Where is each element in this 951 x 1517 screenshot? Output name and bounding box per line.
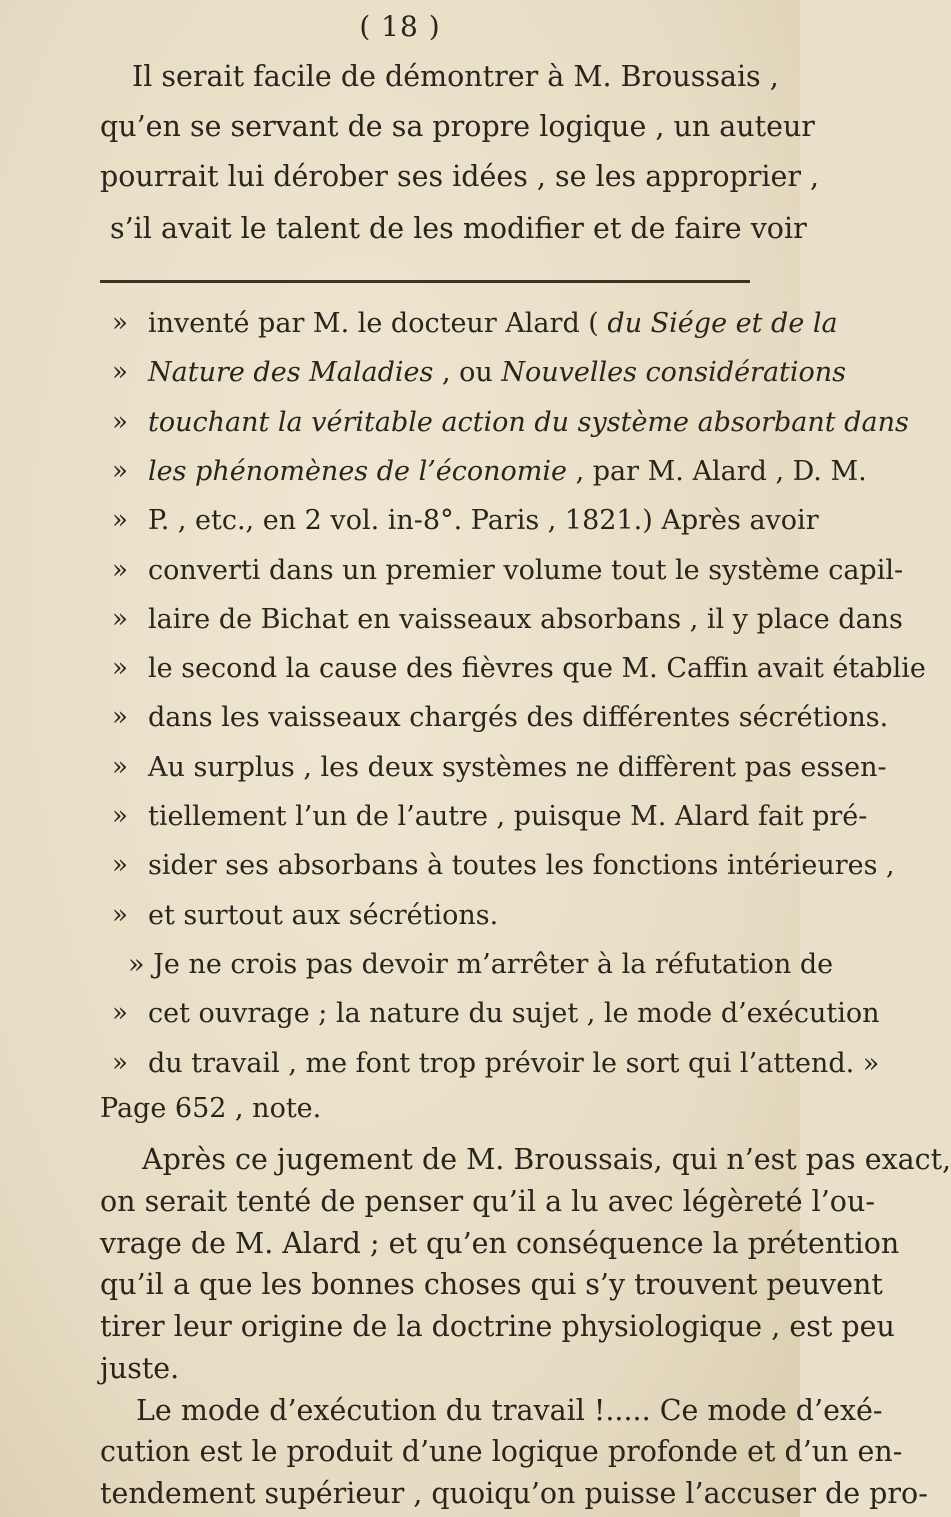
quote-text-run: laire de Bichat en vaisseaux absorbans , il y place dans: [148, 604, 903, 635]
intro-line-1: Il serait facile de démontrer à M. Broussais ,: [132, 60, 779, 93]
quote-mark: »: [112, 357, 128, 387]
quote-text-run: tiellement l’un de l’autre , puisque M. Alard fait pré-: [148, 801, 868, 832]
body-line-9: tendement supérieur , quoiqu’on puisse l’accuser de pro-: [100, 1477, 928, 1510]
quote-mark: »: [112, 308, 128, 338]
quote-text-run: le second la cause des fièvres que M. Caffin avait établie: [148, 653, 926, 684]
intro-line-3: pourrait lui dérober ses idées , se les approprier ,: [100, 160, 820, 193]
quote-text-run: , par M. Alard , D. M.: [567, 456, 867, 487]
quote-text-run: du travail , me font trop prévoir le sort qui l’attend. »: [148, 1048, 880, 1079]
quote-mark: »: [112, 752, 128, 782]
quote-line-5: [148, 505, 819, 536]
quote-text-run: cet ouvrage ; la nature du sujet , le mode d’exécution: [148, 998, 880, 1029]
quote-text-run: sider ses absorbans à toutes les fonctions intérieures ,: [148, 850, 895, 881]
intro-line-2: qu’en se servant de sa propre logique , un auteur: [100, 110, 815, 143]
quote-text-run: » Je ne crois pas devoir m’arrêter à la réfutation de: [128, 949, 834, 980]
quote-line-7: [148, 604, 903, 635]
quote-mark: »: [112, 604, 128, 634]
quote-line-8: [148, 653, 926, 684]
quote-mark: »: [112, 850, 128, 880]
quote-mark: »: [112, 801, 128, 831]
quote-line-4: [148, 456, 867, 487]
page-reference: Page 652 , note.: [100, 1093, 322, 1124]
quote-line-1: [148, 308, 838, 339]
quote-line-11: [148, 801, 867, 832]
quote-text-run: dans les vaisseaux chargés des différentes sécrétions.: [148, 702, 889, 733]
quote-text-run: Nature des Maladies: [148, 357, 434, 388]
quote-line-6: [148, 555, 903, 586]
quote-mark: »: [112, 1048, 128, 1078]
body-line-1: Après ce jugement de M. Broussais, qui n’est pas exact,: [142, 1143, 951, 1176]
quote-line-13: [148, 900, 498, 931]
quote-line-12: [148, 850, 895, 881]
quote-mark: »: [112, 900, 128, 930]
quote-text-run: inventé par M. le docteur Alard (: [148, 308, 608, 339]
quote-text-run: les phénomènes de l’économie: [148, 456, 568, 487]
quote-text-run: Nouvelles considérations: [501, 357, 847, 388]
body-line-3: vrage de M. Alard ; et qu’en conséquence la prétention: [100, 1227, 900, 1260]
body-line-8: cution est le produit d’une logique profonde et d’un en-: [100, 1435, 903, 1468]
quote-text-run: du Siége et de la: [607, 308, 838, 339]
quote-mark: »: [112, 702, 128, 732]
quote-mark: »: [112, 456, 128, 486]
quote-text-run: et surtout aux sécrétions.: [148, 900, 499, 931]
quote-text-run: converti dans un premier volume tout le système capil-: [148, 555, 904, 586]
page-number: ( 18 ): [359, 10, 441, 43]
quote-text-run: Au surplus , les deux systèmes ne diffèrent pas essen-: [148, 752, 887, 783]
quote-line-10: [148, 752, 887, 783]
intro-line-4: s’il avait le talent de les modifier et de faire voir: [110, 212, 807, 245]
quote-mark: »: [112, 555, 128, 585]
body-line-7: Le mode d’exécution du travail !..... Ce mode d’exé-: [136, 1394, 883, 1427]
quote-line-16: [148, 1048, 879, 1079]
quote-mark: »: [112, 407, 128, 437]
body-line-5: tirer leur origine de la doctrine physiologique , est peu: [100, 1310, 895, 1343]
quote-line-2: [148, 357, 846, 388]
quote-mark: »: [112, 998, 128, 1028]
quote-line-9: [148, 702, 888, 733]
quote-mark: »: [112, 653, 128, 683]
quote-line-14: [128, 949, 833, 980]
quote-line-15: [148, 998, 880, 1029]
quote-line-3: [148, 407, 909, 438]
body-line-2: on serait tenté de penser qu’il a lu avec légèreté l’ou-: [100, 1185, 875, 1218]
quote-text-run: touchant la véritable action du système absorbant dans: [148, 407, 909, 438]
quote-text-run: P. , etc., en 2 vol. in-8°. Paris , 1821.) Après avoir: [148, 505, 819, 536]
body-line-6: juste.: [100, 1352, 180, 1385]
footnote-divider: [100, 280, 750, 283]
body-line-4: qu’il a que les bonnes choses qui s’y trouvent peuvent: [100, 1268, 883, 1301]
quote-mark: »: [112, 505, 128, 535]
quote-text-run: , ou: [433, 357, 502, 388]
